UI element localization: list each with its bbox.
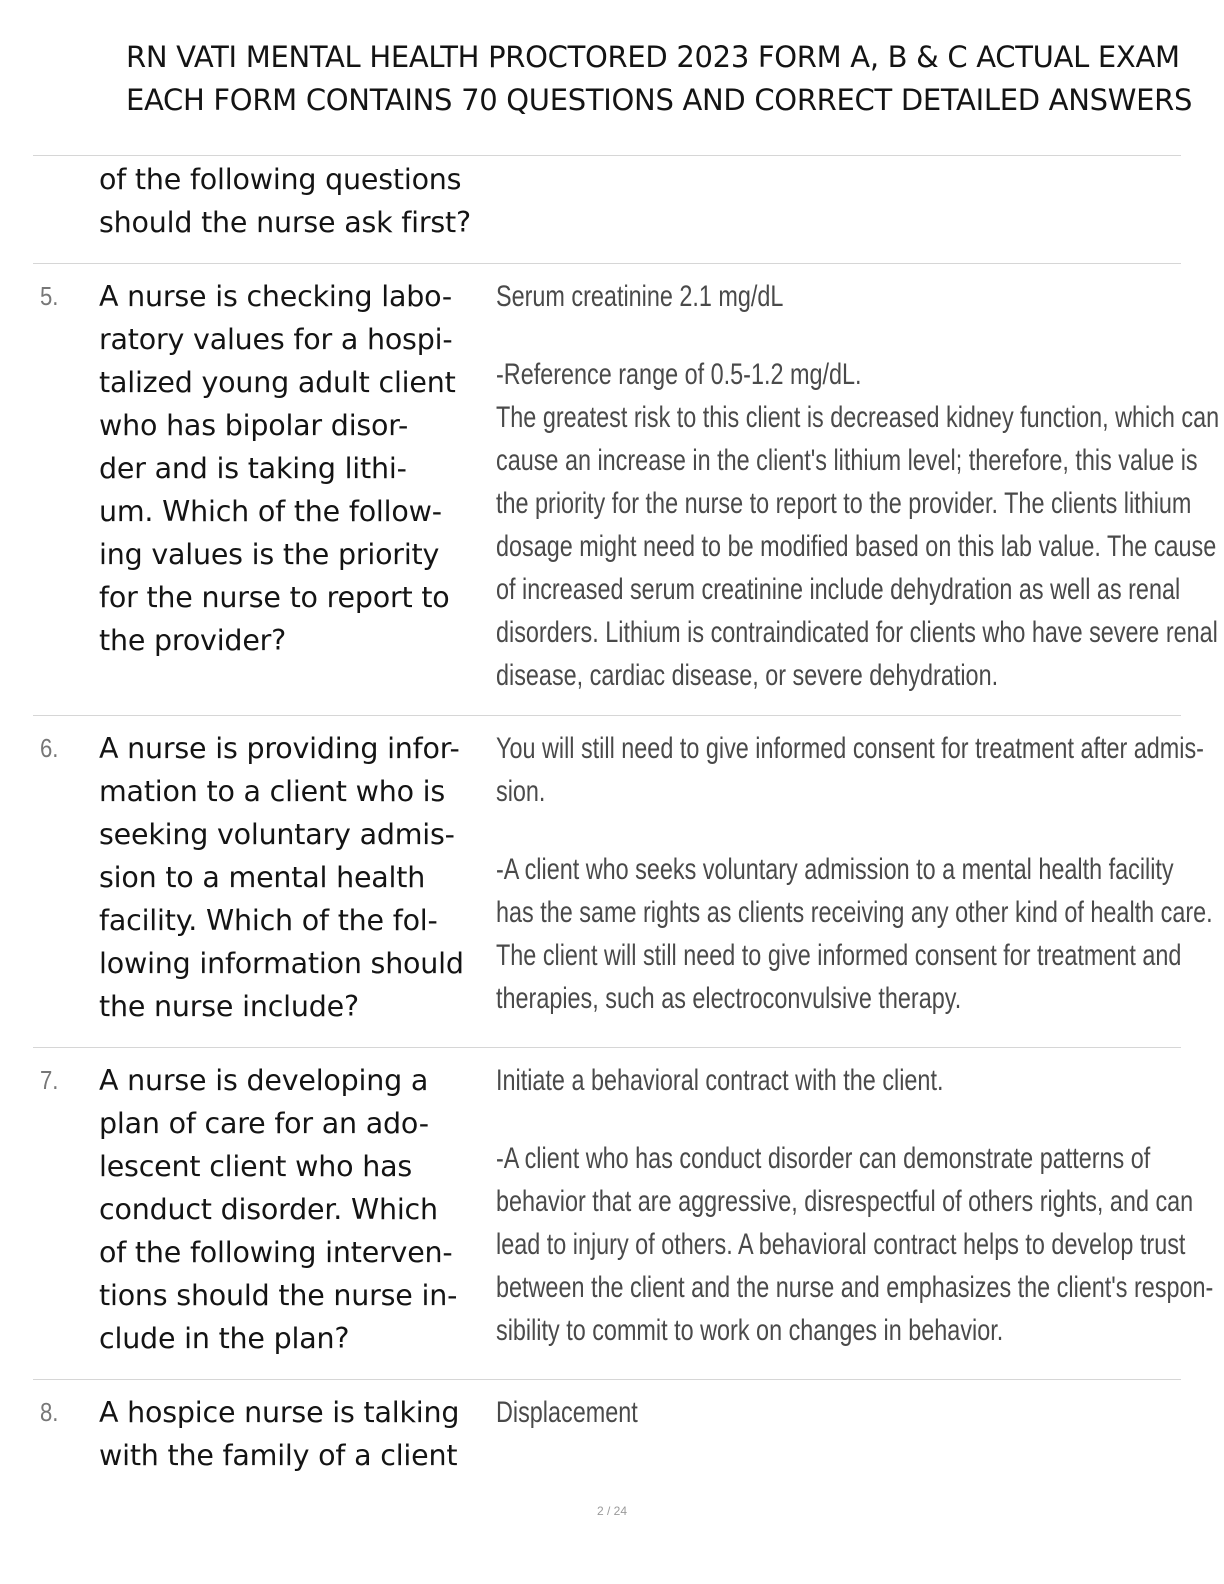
answer-text <box>496 275 1220 697</box>
divider <box>33 263 1181 264</box>
question-number: 6. <box>40 733 59 763</box>
page-number: 2 / 24 <box>596 1504 628 1518</box>
question-text: A hospice nurse is talking with the family of a client <box>99 1396 460 1472</box>
rationale: -A client who has conduct disorder can demonstrate patterns of behavior that are aggressive, disrespectful of others rights, and can lead to injury of others. A behavioral contract helps to develop trust between the client and the nurse and emphasizes the client's respon- sibility to commit to work on changes in behavior. <box>496 1142 1214 1347</box>
answer-text <box>496 1391 1159 1434</box>
answer: Initiate a behavioral contract with the client. <box>496 1064 944 1097</box>
question-number: 5. <box>40 281 59 311</box>
rationale: -Reference range of 0.5-1.2 mg/dL. The greatest risk to this client is decreased kidney function, which can cause an increase in the client's lithium level; therefore, this value is the priority for the nurse to report to the provider. The clients lithium dosage might need to be modified based on this lab value. The cause of increased serum creatinine include dehydration as well as renal disorders. Lithium is contraindicated for clients who have severe renal disease, cardiac disease, or severe dehydration. <box>496 358 1220 692</box>
divider <box>33 1047 1181 1048</box>
question-text: A nurse is providing infor- mation to a client who is seeking voluntary admis- sion to a mental health facility. Which of the fol- lowing information should the nurse include? <box>99 732 464 1023</box>
question-number: 8. <box>40 1397 59 1427</box>
answer: You will still need to give informed consent for treatment after admis- sion. <box>496 732 1204 808</box>
question-text: of the following questions should the nurse ask first? <box>99 163 471 239</box>
document-header <box>126 36 1224 122</box>
header-line-2: EACH FORM CONTAINS 70 QUESTIONS AND CORRECT DETAILED ANSWERS <box>126 83 1193 117</box>
header-line-1: RN VATI MENTAL HEALTH PROCTORED 2023 FORM A, B & C ACTUAL EXAM <box>126 40 1180 74</box>
question-text: A nurse is developing a plan of care for an ado- lescent client who has conduct disorder. Which of the following interven- tions should the nurse in- clude in the plan? <box>99 1064 458 1355</box>
answer: Displacement <box>496 1396 638 1429</box>
question-number: 7. <box>40 1065 59 1095</box>
answer-text <box>496 1059 1214 1352</box>
divider <box>33 715 1181 716</box>
divider <box>33 1379 1181 1380</box>
question-text: A nurse is checking labo- ratory values for a hospi- talized young adult client who has bipolar disor- der and is taking lithi- um. Which of the follow- ing values is the priority for the nurse to report to the provider? <box>99 280 456 657</box>
answer: Serum creatinine 2.1 mg/dL <box>496 280 784 313</box>
divider <box>33 155 1181 156</box>
answer-text <box>496 727 1213 1020</box>
rationale: -A client who seeks voluntary admission to a mental health facility has the same rights as clients receiving any other kind of health care. The client will still need to give informed consent for treatment and therapies, such as electroconvulsive therapy. <box>496 853 1213 1015</box>
